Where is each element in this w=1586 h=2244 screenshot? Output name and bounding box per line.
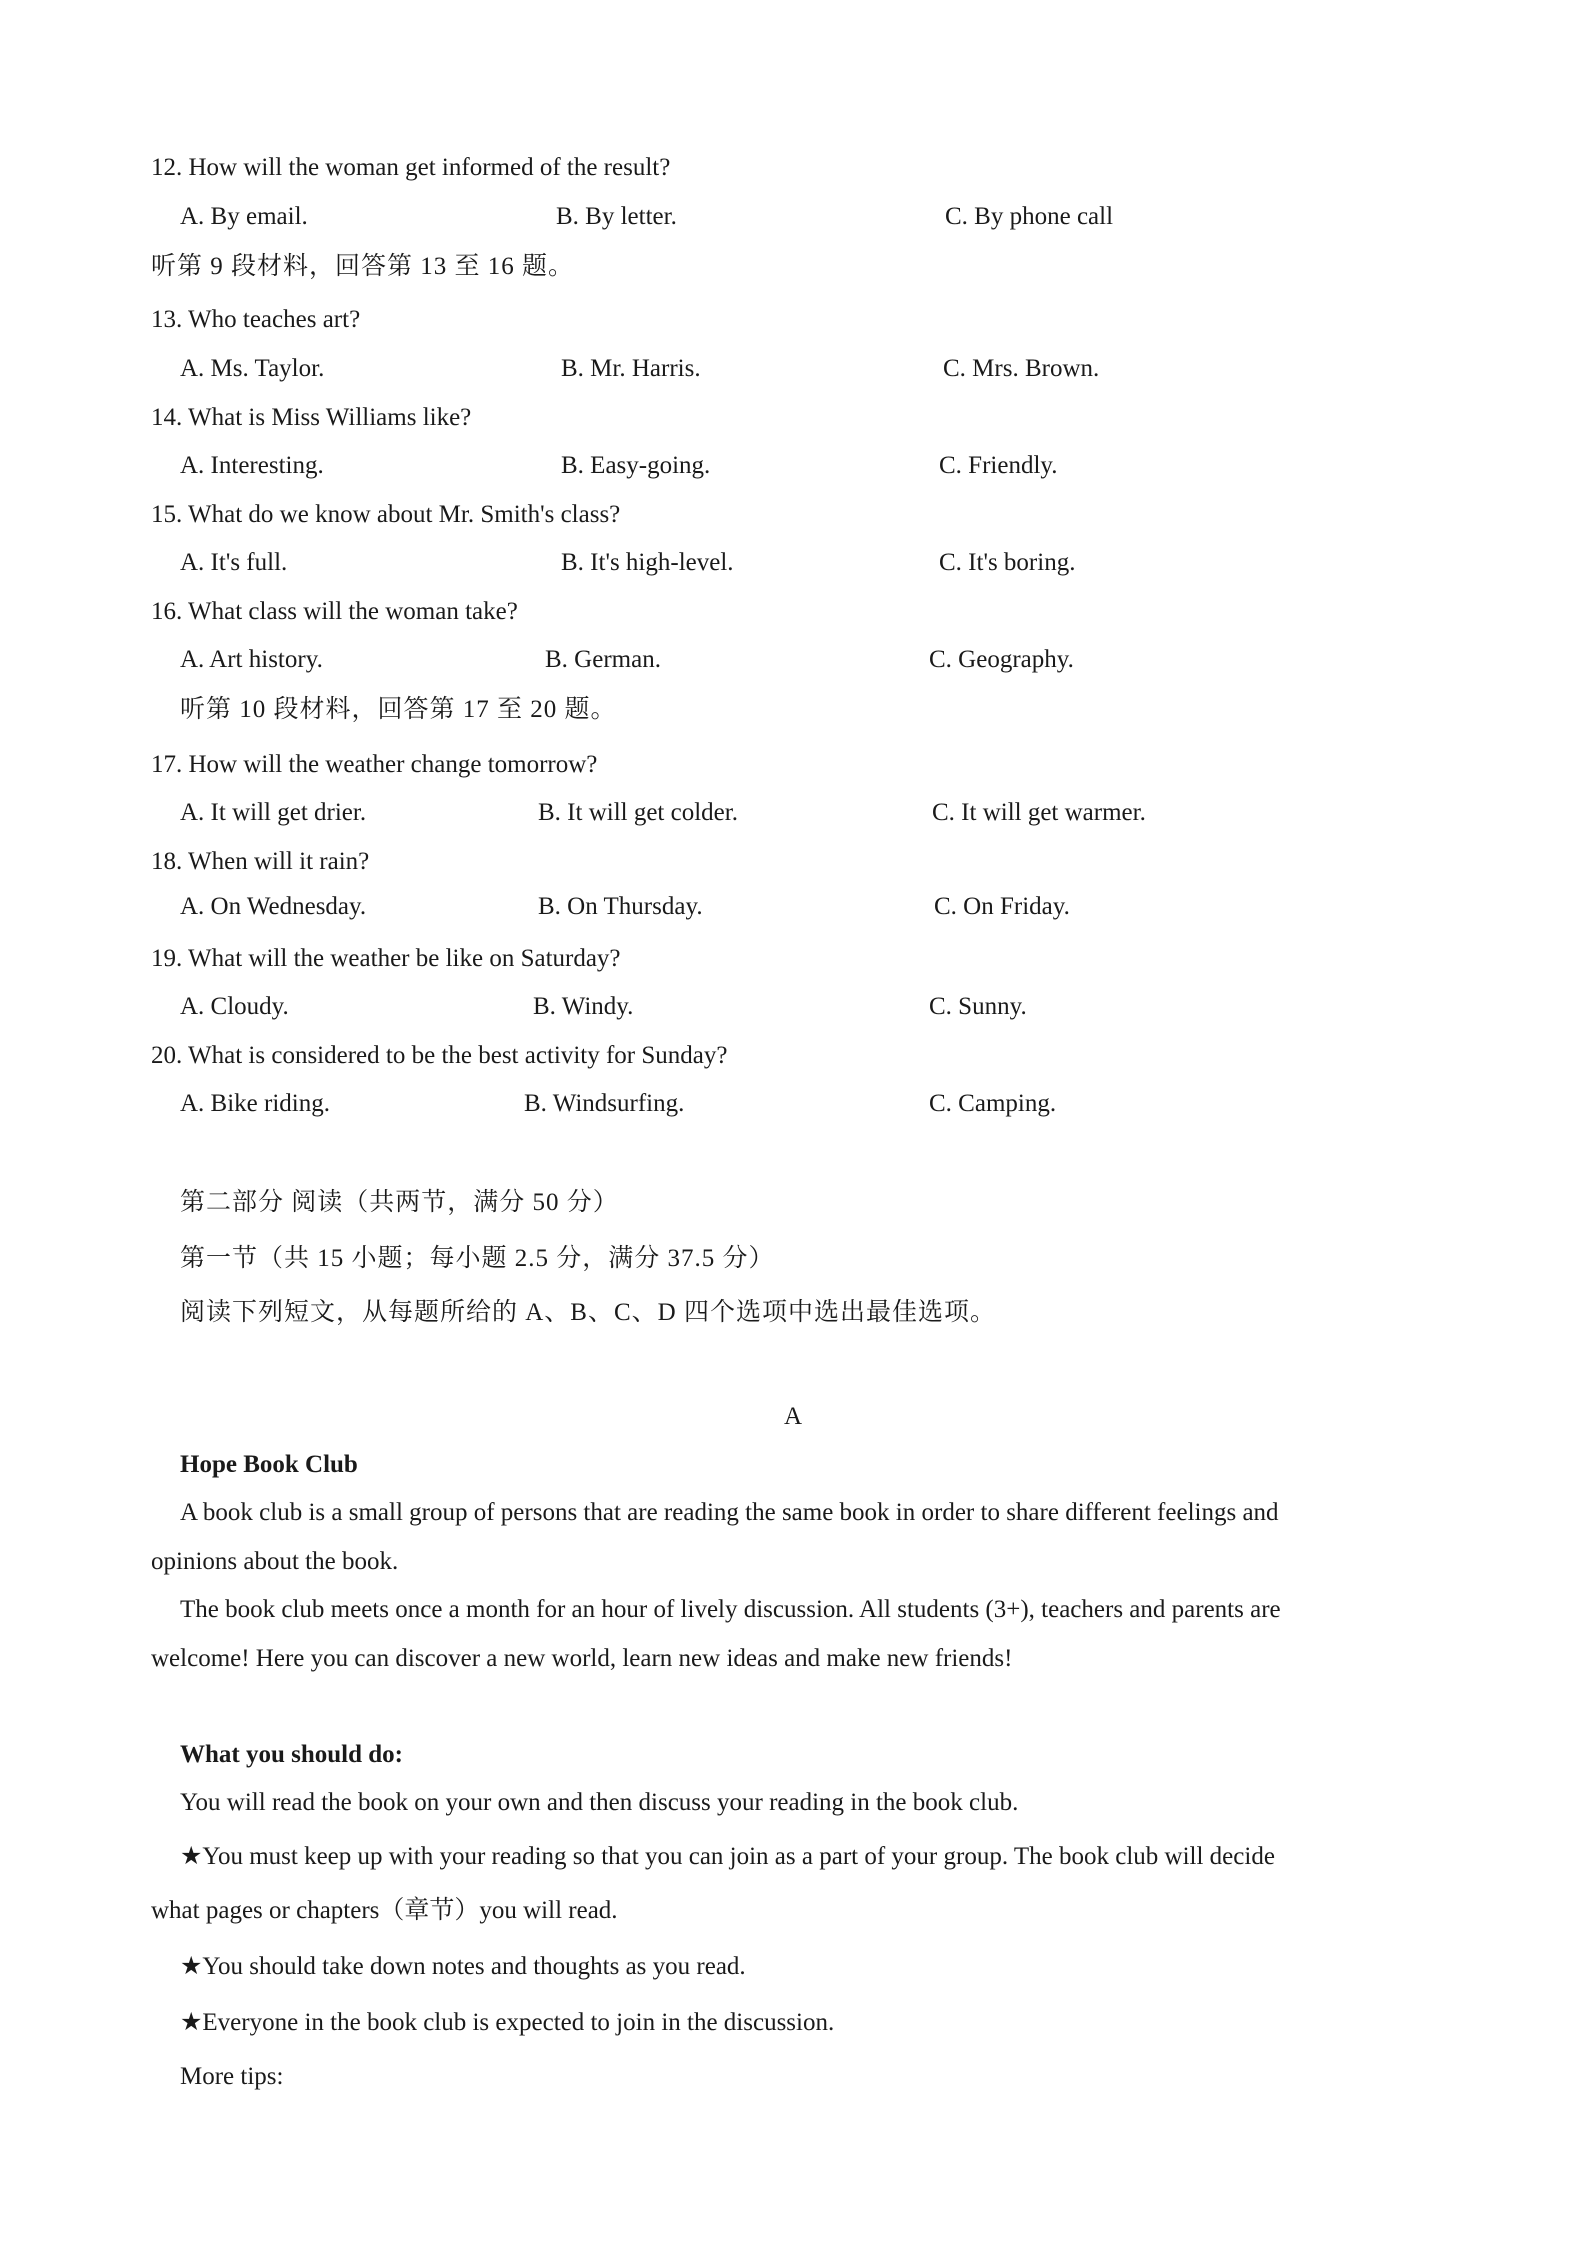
reading-part-title: 第二部分 阅读（共两节，满分 50 分） xyxy=(180,1189,619,1216)
question-13-option-c: C. Mrs. Brown. xyxy=(943,355,1100,382)
question-12-stem: 12. How will the woman get informed of the result? xyxy=(151,154,671,181)
question-16-option-c: C. Geography. xyxy=(929,646,1074,673)
question-13-option-b: B. Mr. Harris. xyxy=(561,355,701,382)
question-14-option-b: B. Easy-going. xyxy=(561,452,711,479)
question-17-option-b: B. It will get colder. xyxy=(538,799,738,826)
question-17-stem: 17. How will the weather change tomorrow? xyxy=(151,751,598,778)
paragraph-2-line-2: welcome! Here you can discover a new world, learn new ideas and make new friends! xyxy=(151,1645,1013,1672)
paragraph-1-line-2: opinions about the book. xyxy=(151,1548,399,1575)
question-17-option-c: C. It will get warmer. xyxy=(932,799,1146,826)
question-15-stem: 15. What do we know about Mr. Smith's class? xyxy=(151,501,621,528)
question-16-option-b: B. German. xyxy=(545,646,661,673)
question-14-stem: 14. What is Miss Williams like? xyxy=(151,404,472,431)
tip-1-line-1: ★You must keep up with your reading so that you can join as a part of your group. The book club will decide xyxy=(180,1843,1275,1870)
question-20-stem: 20. What is considered to be the best activity for Sunday? xyxy=(151,1042,728,1069)
section-9-instruction: 听第 9 段材料，回答第 13 至 16 题。 xyxy=(151,253,575,280)
question-20-option-b: B. Windsurfing. xyxy=(524,1090,685,1117)
question-18-option-b: B. On Thursday. xyxy=(538,893,703,920)
what-you-should-do-intro: You will read the book on your own and then discuss your reading in the book club. xyxy=(180,1789,1019,1816)
question-17-option-a: A. It will get drier. xyxy=(180,799,367,826)
passage-letter: A xyxy=(783,1403,803,1430)
what-you-should-do-title: What you should do: xyxy=(180,1741,403,1768)
question-16-option-a: A. Art history. xyxy=(180,646,323,673)
question-16-stem: 16. What class will the woman take? xyxy=(151,598,518,625)
reading-instruction: 阅读下列短文，从每题所给的 A、B、C、D 四个选项中选出最佳选项。 xyxy=(180,1299,996,1326)
tip-3: ★Everyone in the book club is expected to join in the discussion. xyxy=(180,2009,835,2036)
question-15-option-c: C. It's boring. xyxy=(939,549,1076,576)
question-13-option-a: A. Ms. Taylor. xyxy=(180,355,325,382)
paragraph-1-line-1: A book club is a small group of persons that are reading the same book in order to share different feelings and xyxy=(180,1499,1279,1526)
question-19-stem: 19. What will the weather be like on Saturday? xyxy=(151,945,621,972)
question-15-option-a: A. It's full. xyxy=(180,549,288,576)
question-19-option-b: B. Windy. xyxy=(533,993,634,1020)
more-tips-label: More tips: xyxy=(180,2063,284,2090)
question-12-option-b: B. By letter. xyxy=(556,203,677,230)
section-10-instruction: 听第 10 段材料，回答第 17 至 20 题。 xyxy=(180,696,617,723)
question-20-option-a: A. Bike riding. xyxy=(180,1090,330,1117)
question-15-option-b: B. It's high-level. xyxy=(561,549,734,576)
question-12-option-a: A. By email. xyxy=(180,203,308,230)
club-title: Hope Book Club xyxy=(180,1451,358,1478)
question-14-option-c: C. Friendly. xyxy=(939,452,1058,479)
question-12-option-c: C. By phone call xyxy=(945,203,1114,230)
question-18-option-c: C. On Friday. xyxy=(934,893,1070,920)
question-13-stem: 13. Who teaches art? xyxy=(151,306,361,333)
question-20-option-c: C. Camping. xyxy=(929,1090,1057,1117)
question-19-option-c: C. Sunny. xyxy=(929,993,1027,1020)
reading-section-title: 第一节（共 15 小题；每小题 2.5 分，满分 37.5 分） xyxy=(180,1245,775,1272)
question-18-option-a: A. On Wednesday. xyxy=(180,893,367,920)
question-18-stem: 18. When will it rain? xyxy=(151,848,370,875)
question-14-option-a: A. Interesting. xyxy=(180,452,324,479)
paragraph-2-line-1: The book club meets once a month for an hour of lively discussion. All students (3+), teachers and parents are xyxy=(180,1596,1281,1623)
tip-1-line-2: what pages or chapters（章节）you will read. xyxy=(151,1897,618,1924)
tip-2: ★You should take down notes and thoughts as you read. xyxy=(180,1953,746,1980)
question-19-option-a: A. Cloudy. xyxy=(180,993,289,1020)
